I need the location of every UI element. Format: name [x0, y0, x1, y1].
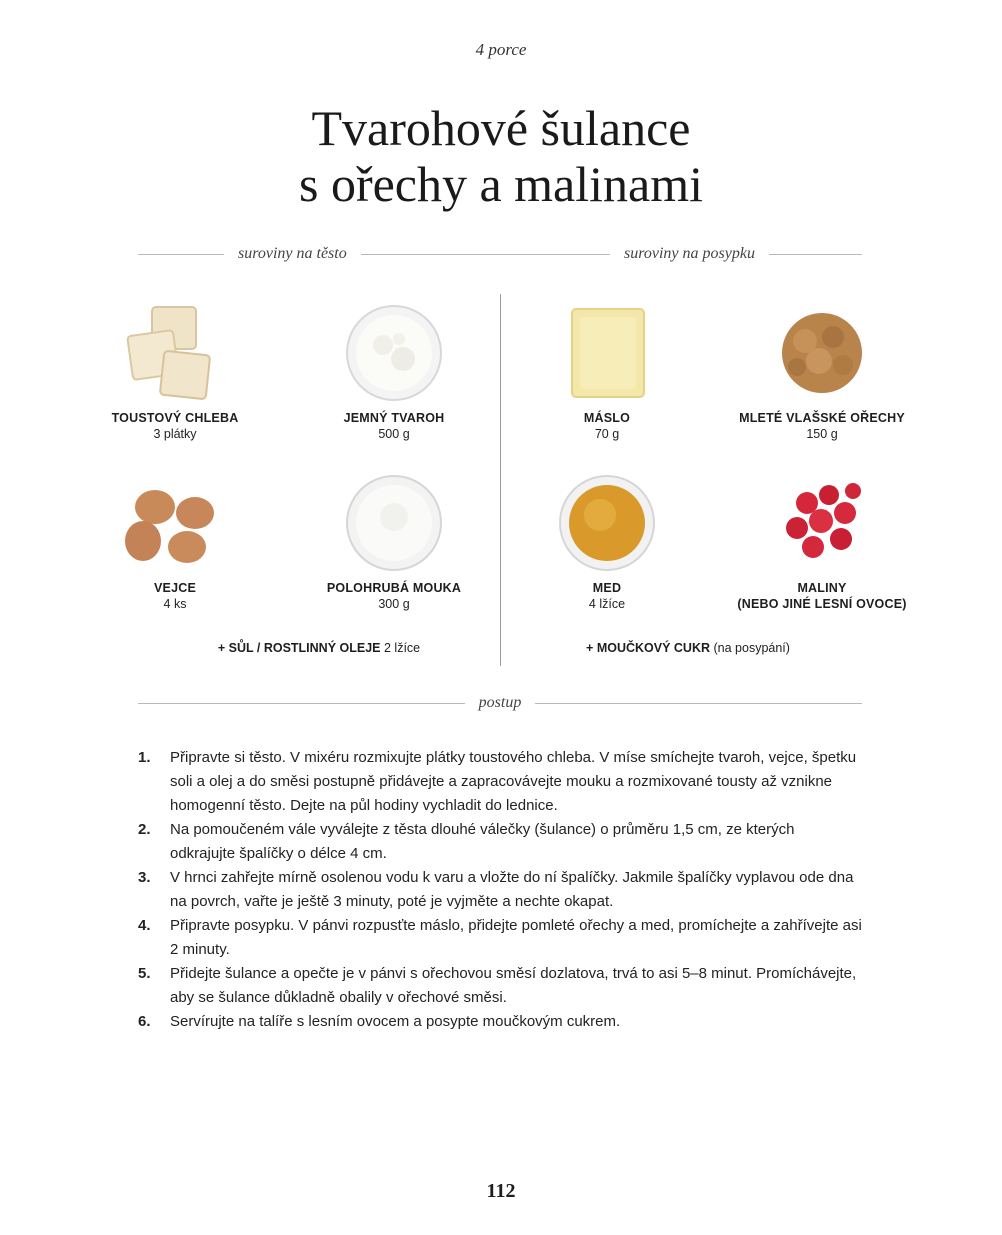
ingredient-qty: 4 lžíce — [588, 597, 626, 611]
ingredient-qty: 300 g — [378, 597, 410, 611]
page-number: 112 — [486, 1180, 516, 1202]
topping-section-heading — [500, 245, 862, 263]
title-line-1: Tvarohové šulance — [311, 100, 691, 156]
ingredient-name: MÁSLO — [583, 411, 631, 425]
step-item — [138, 818, 862, 866]
walnuts-icon — [722, 300, 922, 406]
ingredient-qty: 3 plátky — [153, 427, 197, 441]
ingredient-qty: 70 g — [594, 427, 620, 441]
ingredient-qty: 500 g — [378, 427, 410, 441]
honey-bowl-icon — [507, 470, 707, 576]
step-text: Na pomoučeném vále vyválejte z těsta dlouhé válečky (šulance) o průměru 1,5 cm, ze kterých odkrajujte špalíčky o délce 4 cm. — [170, 821, 795, 862]
step-item — [138, 866, 862, 914]
column-divider — [500, 294, 501, 666]
ingredient-name: VEJCE — [154, 581, 196, 595]
step-text: V hrnci zahřejte mírně osolenou vodu k varu a vložte do ní špalíčky. Jakmile špalíčky vyplavou ode dna na povrch, vařte je ještě 3 minuty, poté je vyjměte a nechte okapat. — [170, 869, 854, 910]
step-number: 6. — [138, 1013, 151, 1030]
portions-label: 4 porce — [475, 40, 527, 59]
ingredient-name: MED — [592, 581, 622, 595]
ingredient-qty: 4 ks — [163, 597, 187, 611]
step-item — [138, 1010, 862, 1034]
ingredient-toast-bread — [75, 300, 275, 442]
title-line-2: s ořechy a malinami — [298, 156, 704, 212]
quark-bowl-icon — [294, 300, 494, 406]
ingredient-name: MLETÉ VLAŠSKÉ OŘECHY — [739, 411, 905, 425]
step-number: 3. — [138, 869, 151, 886]
extra-qty: 2 lžíce — [384, 641, 421, 655]
method-steps — [138, 746, 862, 1034]
eggs-icon — [75, 470, 275, 576]
ingredient-qty: 150 g — [806, 427, 838, 441]
step-item — [138, 746, 862, 818]
ingredient-name-note: (NEBO JINÉ LESNÍ OVOCE) — [737, 597, 907, 611]
dough-heading-label: suroviny na těsto — [238, 245, 347, 262]
method-heading-label: postup — [478, 694, 522, 711]
dough-extra-ingredients — [138, 641, 500, 655]
step-number: 1. — [138, 749, 151, 766]
raspberries-icon — [722, 470, 922, 576]
step-text: Připravte si těsto. V mixéru rozmixujte plátky toustového chleba. V míse smíchejte tvaroh, vejce, špetku soli a olej a do směsi postupně přidávejte a zapracovávejte mouku a rozmixované tousty až vznikne homogenní těsto. Dejte na půl hodiny vychladit do lednice. — [170, 749, 857, 814]
ingredient-name: TOUSTOVÝ CHLEBA — [111, 411, 239, 425]
ingredient-quark — [294, 300, 494, 442]
recipe-title — [0, 100, 1002, 212]
ingredient-raspberries — [722, 470, 922, 612]
step-text: Servírujte na talíře s lesním ovocem a posypte moučkovým cukrem. — [170, 1013, 621, 1030]
dough-section-heading — [138, 245, 500, 263]
step-item — [138, 962, 862, 1010]
ingredient-butter — [507, 300, 707, 442]
butter-icon — [507, 300, 707, 406]
step-number: 4. — [138, 917, 151, 934]
ingredient-flour — [294, 470, 494, 612]
step-item — [138, 914, 862, 962]
ingredient-name: MALINY — [797, 581, 847, 595]
step-text: Připravte posypku. V pánvi rozpusťte máslo, přidejte pomleté ořechy a med, promíchejte a zahřívejte asi 2 minuty. — [170, 917, 862, 958]
step-number: 2. — [138, 821, 151, 838]
ingredient-eggs — [75, 470, 275, 612]
flour-bowl-icon — [294, 470, 494, 576]
extra-label: + MOUČKOVÝ CUKR — [586, 641, 711, 655]
method-section-heading — [138, 694, 862, 712]
ingredient-walnuts — [722, 300, 922, 442]
step-text: Přidejte šulance a opečte je v pánvi s ořechovou směsí dozlatova, trvá to asi 5–8 minut. Promíchávejte, aby se šulance důkladně obalily v ořechové směsi. — [170, 965, 857, 1006]
step-number: 5. — [138, 965, 151, 982]
topping-heading-label: suroviny na posypku — [624, 245, 755, 262]
extra-label: + SŮL / ROSTLINNÝ OLEJE — [217, 641, 381, 655]
topping-extra-ingredients — [500, 641, 876, 655]
ingredient-honey — [507, 470, 707, 612]
toast-bread-icon — [75, 300, 275, 406]
ingredient-name: POLOHRUBÁ MOUKA — [326, 581, 462, 595]
ingredient-name: JEMNÝ TVAROH — [343, 411, 445, 425]
extra-qty: (na posypání) — [713, 641, 790, 655]
